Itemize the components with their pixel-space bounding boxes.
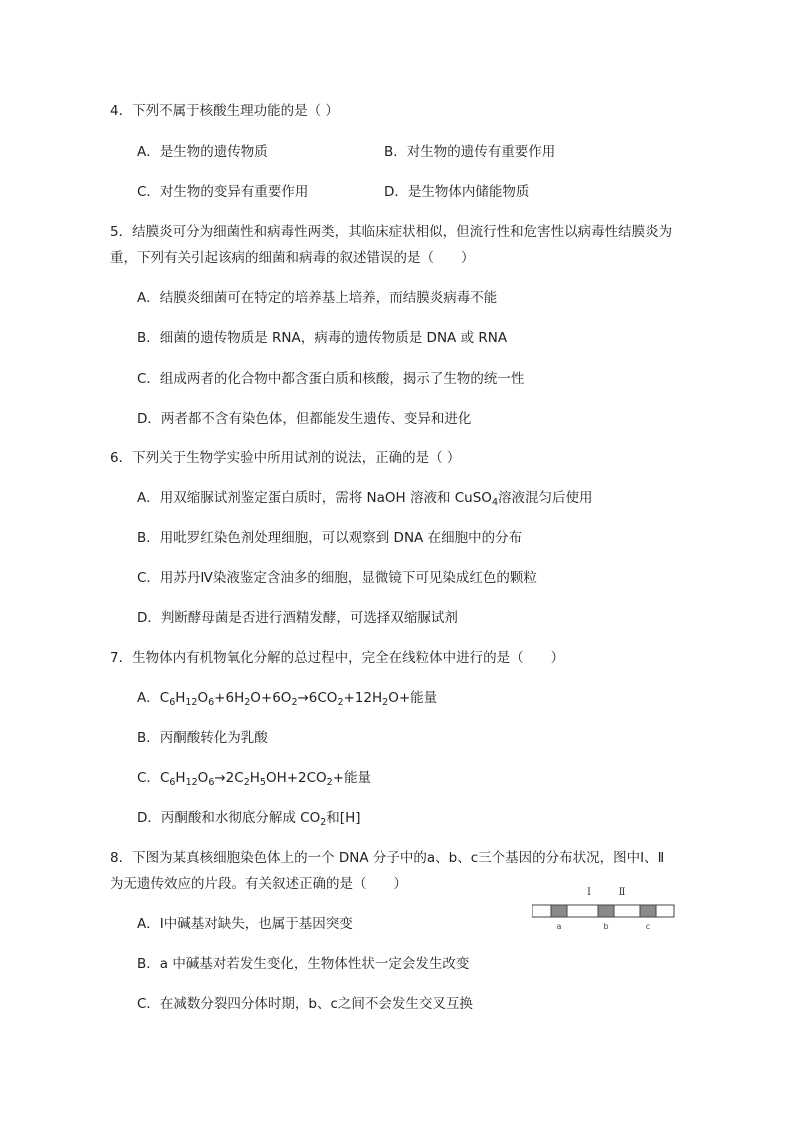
q7-option-d-sub: 2 [320,817,327,828]
q6-option-a [137,489,592,512]
segment-label-II: Ⅱ [618,887,626,898]
q4-option-b: B．对生物的遗传有重要作用 [384,144,556,160]
eq-subscript: 2 [244,697,251,708]
q5-option-b: B．细菌的遗传物质是 RNA，病毒的遗传物质是 DNA 或 RNA [137,330,508,346]
q8-option-c: C．在减数分裂四分体时期，b、c之间不会发生交叉互换 [137,996,473,1012]
q8-option-b: B．a 中碱基对若发生变化，生物体性状一定会发生改变 [137,956,470,972]
eq-text: +6H [214,690,245,706]
q8-stem-line2: 为无遗传效应的片段。有关叙述正确的是（ ） [110,876,407,892]
eq-subscript: 2 [382,697,389,708]
eq-text: →6CO [297,690,338,706]
eq-subscript: 2 [337,697,344,708]
q4-option-d: D．是生物体内储能物质 [384,184,530,200]
eq-subscript: 2 [326,777,333,788]
q6-option-b: B．用吡罗红染色剂处理细胞，可以观察到 DNA 在细胞中的分布 [137,530,523,546]
q7-option-a-equation [160,690,437,706]
q8-option-a: A．Ⅰ中碱基对缺失，也属于基因突变 [137,916,353,932]
q5-stem-line2: 重，下列有关引起该病的细菌和病毒的叙述错误的是（ ） [110,250,475,266]
eq-text: C [159,770,170,786]
q6-option-d: D．判断酵母菌是否进行酒精发酵，可选择双缩脲试剂 [137,610,458,626]
q7-option-c-equation [160,770,371,786]
q5-option-d: D．两者都不含有染色体，但都能发生遗传、变异和进化 [137,411,472,427]
q7-option-b: B．丙酮酸转化为乳酸 [137,730,268,746]
q6-stem: 6．下列关于生物学实验中所用试剂的说法，正确的是（ ） [110,450,461,466]
q7-option-c [137,769,371,792]
dna-gene-diagram [532,884,680,934]
q7-stem: 7．生物体内有机物氧化分解的总过程中，完全在线粒体中进行的是（ ） [110,650,565,666]
gene-a-label: a [556,922,562,931]
q6-option-a-post: 溶液混匀后使用 [497,490,593,506]
q6-option-c: C．用苏丹Ⅳ染液鉴定含油多的细胞，显微镜下可见染成红色的颗粒 [137,570,537,586]
eq-text: H [249,770,260,786]
segment-label-I: Ⅰ [587,887,591,898]
eq-subscript: 12 [185,777,198,788]
q7-option-d-pre: D．丙酮酸和水彻底分解成 CO [137,810,321,826]
eq-text: O+6O [250,690,292,706]
gene-a-block [551,905,567,917]
q4-option-a: A．是生物的遗传物质 [137,144,268,160]
eq-subscript: 5 [259,777,266,788]
eq-text: H [175,690,186,706]
eq-text: →2C [214,770,244,786]
q6-option-a-pre: A．用双缩脲试剂鉴定蛋白质时，需将 NaOH 溶液和 CuSO [137,490,492,506]
gene-b-label: b [603,922,609,931]
eq-subscript: 6 [208,697,215,708]
eq-text: H [175,770,186,786]
eq-subscript: 6 [169,697,176,708]
eq-text: O [197,690,209,706]
q6-option-a-sub: 4 [491,497,498,508]
eq-subscript: 6 [208,777,215,788]
eq-text: +能量 [332,770,372,786]
q5-stem-line1: 5．结膜炎可分为细菌性和病毒性两类，其临床症状相似，但流行性和危害性以病毒性结膜炎为 [110,224,673,240]
eq-text: O [197,770,209,786]
q7-option-d [137,809,360,832]
q5-option-a: A．结膜炎细菌可在特定的培养基上培养，而结膜炎病毒不能 [137,290,498,306]
eq-text: +12H [343,690,383,706]
q7-option-a [137,689,437,712]
eq-subscript: 12 [185,697,198,708]
eq-text: C [159,690,170,706]
eq-text: OH+2CO [265,770,327,786]
q7-option-d-post: 和[H] [326,810,361,826]
q4-stem: 4．下列不属于核酸生理功能的是（ ） [110,103,339,119]
gene-c-block [640,905,656,917]
eq-subscript: 6 [169,777,176,788]
q4-option-c: C．对生物的变异有重要作用 [137,184,309,200]
q7-option-c-label: C． [137,770,160,786]
q8-stem-line1: 8．下图为某真核细胞染色体上的一个 DNA 分子中的a、b、c三个基因的分布状况，图中Ⅰ、Ⅱ [110,850,665,866]
eq-text: O+能量 [388,690,438,706]
gene-b-block [598,905,614,917]
gene-c-label: c [645,922,651,931]
eq-subscript: 2 [291,697,298,708]
eq-subscript: 2 [243,777,250,788]
q5-option-c: C．组成两者的化合物中都含蛋白质和核酸，揭示了生物的统一性 [137,371,525,387]
q7-option-a-label: A． [137,690,160,706]
